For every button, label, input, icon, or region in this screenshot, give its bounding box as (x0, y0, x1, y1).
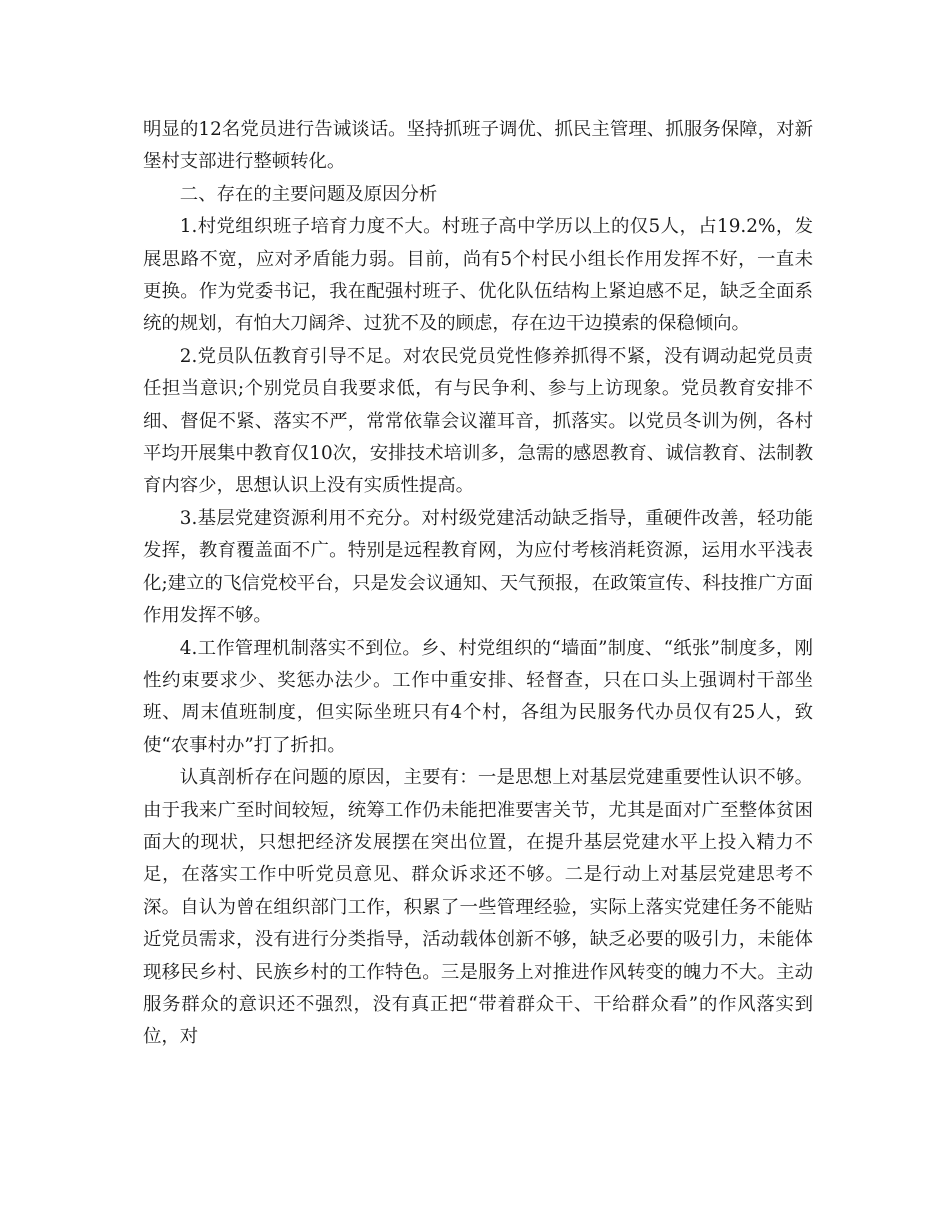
paragraph-item-2: 2.党员队伍教育引导不足。对农民党员党性修养抓得不紧，没有调动起党员责任担当意识;个别党员自我要求低，有与民争利、参与上访现象。党员教育安排不细、督促不紧、落实不严，常常依靠会议灌耳音，抓落实。以党员冬训为例，各村平均开展集中教育仅10次，安排技术培训多，急需的感恩教育、诚信教育、法制教育内容少，思想认识上没有实质性提高。 (143, 345, 813, 497)
section-heading: 二、存在的主要问题及原因分析 (179, 183, 438, 205)
paragraph-item-4: 4.工作管理机制落实不到位。乡、村党组织的“墙面”制度、“纸张”制度多，刚性约束要求少、奖惩办法少。工作中重安排、轻督查，只在口头上强调村干部坐班、周末值班制度，但实际坐班只有4个村，各组为民服务代办员仅有25人，致使“农事村办”打了折扣。 (143, 637, 813, 756)
paragraph-cause-analysis: 认真剖析存在问题的原因，主要有：一是思想上对基层党建重要性认识不够。由于我来广至时间较短，统筹工作仍未能把准要害关节，尤其是面对广至整体贫困面大的现状，只想把经济发展摆在突出位置，在提升基层党建水平上投入精力不足，在落实工作中听党员意见、群众诉求还不够。二是行动上对基层党建思考不深。自认为曾在组织部门工作，积累了一些管理经验，实际上落实党建任务不能贴近党员需求，没有进行分类指导，活动载体创新不够，缺乏必要的吸引力，未能体现移民乡村、民族乡村的工作特色。三是服务上对推进作风转变的魄力不大。主动服务群众的意识还不强烈，没有真正把“带着群众干、干给群众看”的作风落实到位，对 (143, 767, 813, 1048)
paragraph-item-3: 3.基层党建资源利用不充分。对村级党建活动缺乏指导，重硬件改善，轻功能发挥，教育覆盖面不广。特别是远程教育网，为应付考核消耗资源，运用水平浅表化;建立的飞信党校平台，只是发会议通知、天气预报，在政策宣传、科技推广方面作用发挥不够。 (143, 507, 813, 627)
document-body (143, 114, 813, 1054)
paragraph-item-1: 1.村党组织班子培育力度不大。村班子高中学历以上的仅5人，占19.2%，发展思路不宽，应对矛盾能力弱。目前，尚有5个村民小组长作用发挥不好，一直未更换。作为党委书记，我在配强村班子、优化队伍结构上紧迫感不足，缺乏全面系统的规划，有怕大刀阔斧、过犹不及的顾虑，存在边干边摸索的保稳倾向。 (143, 216, 813, 335)
paragraph-continuation: 明显的12名党员进行告诫谈话。坚持抓班子调优、抓民主管理、抓服务保障，对新堡村支部进行整顿转化。 (143, 119, 813, 173)
